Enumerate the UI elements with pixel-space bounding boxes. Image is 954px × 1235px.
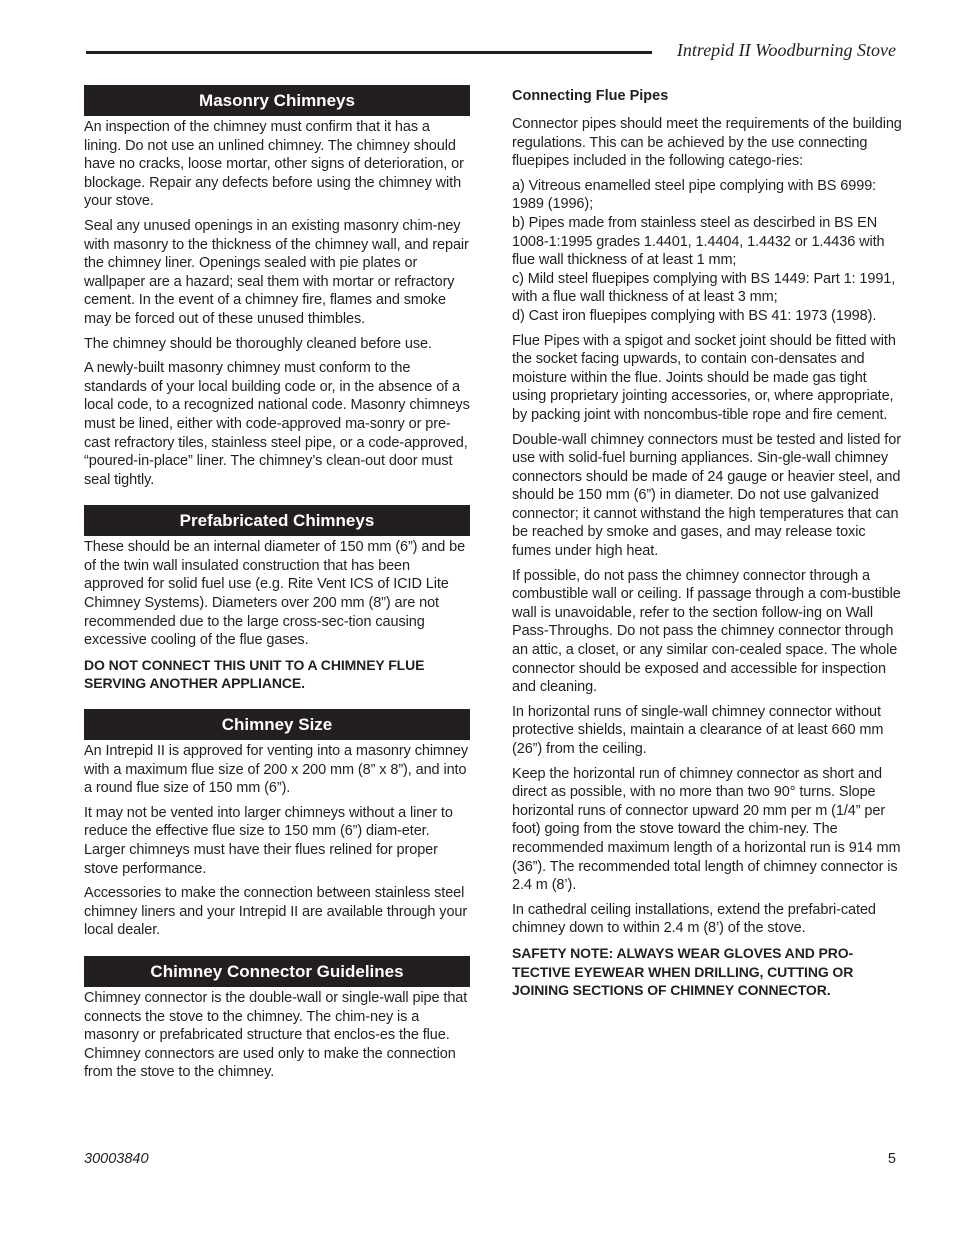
masonry-paragraph-3: The chimney should be thoroughly cleaned before use. [84,335,432,352]
section-heading-masonry: Masonry Chimneys [84,85,470,116]
flue-paragraph-4: If possible, do not pass the chimney connector through a combustible wall or ceiling. If passage through a com-bustible wall is unavoidable, refer to the section follow-ing on Wall Pass-Throughs. Do not pass the chimney connector through an attic, a closet, or any similar con-cealed space. The whole connector should be exposed and accessible for inspection and cleaning. [512,567,901,696]
section-heading-size: Chimney Size [84,709,470,740]
flue-paragraph-7: In cathedral ceiling installations, extend the prefabri-cated chimney down to within 2.4 m (8’) of the stove. [512,901,876,937]
size-paragraph-2: It may not be vented into larger chimneys without a liner to reduce the effective flue size to 150 mm (6”) diam-eter. Larger chimneys must have their flues relined for proper stove performance. [84,804,453,877]
section-heading-connector: Chimney Connector Guidelines [84,956,470,987]
header-title: Intrepid II Woodburning Stove [676,40,896,60]
masonry-paragraph-4: A newly-built masonry chimney must conform to the standards of your local building code or, in the absence of a local code, to a recognized national code. Masonry chimneys must be lined, either with code-approved ma-sonry or pre-cast refractory tiles, stainless steel pipe, or a code-approved, “poured-in-place” liner. The chimney’s clean-out door must seal tightly. [84,360,470,488]
flue-list-item-b: b) Pipes made from stainless steel as descirbed in BS EN 1008-1:1995 grades 1.4401, 1.4404, 1.4432 or 1.4436 with flue wall thickness of at least 1 mm; [512,214,885,269]
flue-pipes-heading: Connecting Flue Pipes [512,88,669,104]
safety-note: SAFETY NOTE: ALWAYS WEAR GLOVES AND PRO-TECTIVE EYEWEAR WHEN DRILLING, CUTTING OR JOINING SECTIONS OF CHIMNEY CONNECTOR. [512,944,854,999]
flue-paragraph-5: In horizontal runs of single-wall chimney connector without protective shields, maintain a clearance of at least 660 mm (26”) from the ceiling. [512,703,884,757]
size-paragraph-1: An Intrepid II is approved for venting into a masonry chimney with a maximum flue size of 200 x 200 mm (8” x 8”), and into a round flue size of 150 mm (6”). [84,743,468,797]
flue-list-item-d: d) Cast iron fluepipes complying with BS 41: 1973 (1998). [512,307,877,324]
connector-paragraph-1: Chimney connector is the double-wall or single-wall pipe that connects the stove to the chimney. The chim-ney is a masonry or prefabricated structure that enclos-es the flue. Chimney connectors are used only to make the connection from the stove to the chimney. [84,989,468,1081]
flue-paragraph-1: Connector pipes should meet the requirements of the building regulations. This can be achieved by the use connecting fluepipes included in the following catego-ries: [512,116,902,170]
masonry-paragraph-1: An inspection of the chimney must confirm that it has a lining. Do not use an unlined chimney. The chimney should have no cracks, loose mortar, other signs of deterioration, or blockage. Repair any defects before using the chimney with your stove. [84,119,464,210]
prefab-warning: DO NOT CONNECT THIS UNIT TO A CHIMNEY FLUE SERVING ANOTHER APPLIANCE. [84,656,425,692]
header-rule [86,51,652,54]
flue-paragraph-3: Double-wall chimney connectors must be tested and listed for use with solid-fuel burning appliances. Sin-gle-wall chimney connectors should be made of 24 gauge or heavier steel, and should be 150 mm (6”) in diameter. Do not use galvanized connector; it cannot withstand the high temperatures that can be reached by smoke and gases, and may release toxic fumes under high heat. [512,431,901,560]
document-number: 30003840 [84,1151,149,1167]
masonry-paragraph-2: Seal any unused openings in an existing masonry chim-ney with masonry to the thickness of the chimney wall, and repair the chimney liner. Openings sealed with pie plates or wallpaper are a hazard; seal them with mortar or refractory cement. In the event of a chimney fire, flames and smoke may be forced out of these unused thimbles. [84,217,469,327]
flue-paragraph-2: Flue Pipes with a spigot and socket joint should be fitted with the socket facing upwards, to contain con-densates and moisture within the flue. Joints should be made gas tight using proprietary jointing accessories, or, where appropriate, by packing joint with noncombus-tible rope and fire cement. [512,332,896,423]
section-heading-prefab: Prefabricated Chimneys [84,505,470,536]
flue-list-item-c: c) Mild steel fluepipes complying with BS 1449: Part 1: 1991, with a flue wall thickness of at least 3 mm; [512,270,896,306]
size-paragraph-3: Accessories to make the connection between stainless steel chimney liners and your Intrepid II are available through your local dealer. [84,885,468,939]
flue-paragraph-6: Keep the horizontal run of chimney connector as short and direct as possible, with no more than two 90° turns. Slope horizontal runs of connector upward 20 mm per m (1/4” per foot) going from the stove toward the chim-ney. The recommended maximum length of a horizontal run is 914 mm (36”). The recommended total length of chimney connector is 2.4 m (8’). [512,765,901,894]
flue-list-item-a: a) Vitreous enamelled steel pipe complying with BS 6999: 1989 (1996); [512,177,877,213]
page-number: 5 [887,1151,896,1167]
left-column [84,85,470,1088]
prefab-paragraph-1: These should be an internal diameter of 150 mm (6”) and be of the twin wall insulated construction that has been approved for solid fuel use (e.g. Rite Vent ICS of ICID Lite Chimney Systems). Diameters over 200 mm (8”) are not recommended due to the large cross-sec-tion causing excessive cooling of the flue gases. [84,539,466,649]
right-column [512,85,902,1006]
